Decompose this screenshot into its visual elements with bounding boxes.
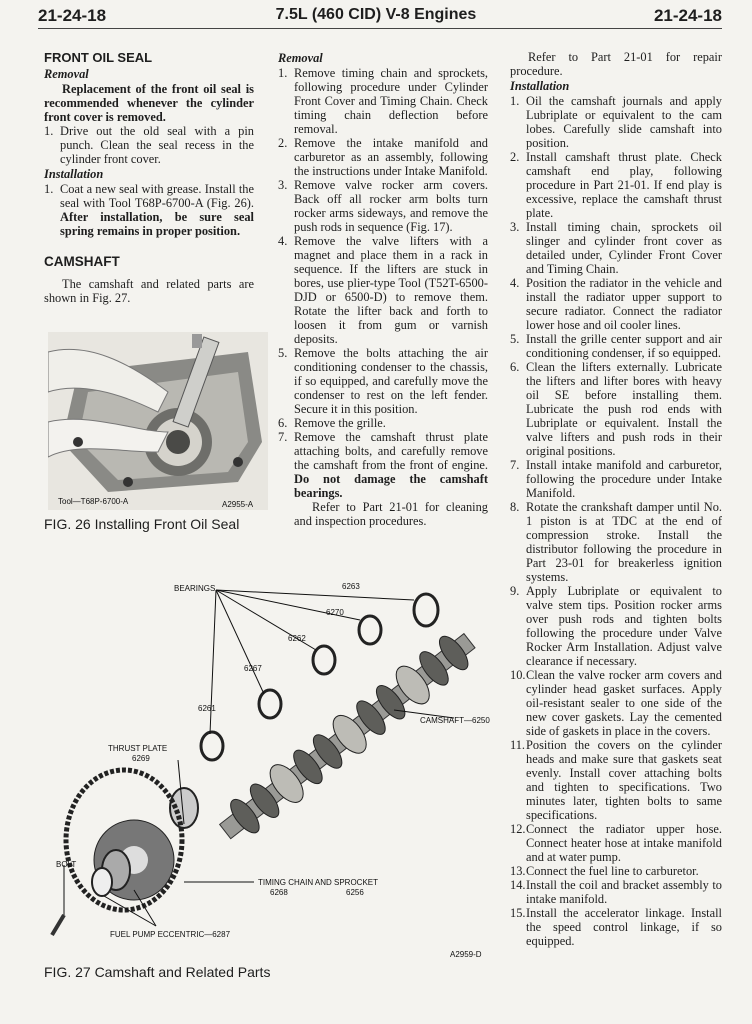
list-item: 14. Install the coil and bracket assembly to intake manifold.: [510, 878, 722, 906]
list-item: 10. Clean the valve rocker arm covers and cylinder head gasket surfaces. Apply oil-resistant sealer to one side of the new cover gaskets. Lay the cemented side of gaskets in place in the covers.: [510, 668, 722, 738]
refer-cleaning: Refer to Part 21-01 for cleaning and inspection procedures.: [294, 500, 488, 528]
removal-steps: [44, 124, 254, 166]
camshaft-install-steps: [510, 94, 722, 948]
label-6261: 6261: [198, 704, 216, 713]
label-bearings: BEARINGS: [174, 584, 216, 593]
list-item: 4. Position the radiator in the vehicle and install the radiator upper support to secure radiator. Connect the radiator lower hose and oil cooler lines.: [510, 276, 722, 332]
label-fuel-pump-eccentric: FUEL PUMP ECCENTRIC—6287: [110, 930, 231, 939]
list-item: 3. Remove valve rocker arm covers. Back off all rocker arm bolts turn rocker arms sideways, and remove the push rods in sequence (Fig. 17).: [278, 178, 488, 234]
list-item: 2. Remove the intake manifold and carburetor as an assembly, following the instructions under Intake Manifold.: [278, 136, 488, 178]
camshaft-intro: The camshaft and related parts are shown in Fig. 27.: [44, 277, 254, 305]
list-item: 8. Rotate the crankshaft damper until No. 1 piston is at TDC at the end of compression stroke. Install the distributor following the procedure in Part 23-01 for breakerless ignition systems.: [510, 500, 722, 584]
removal-heading: Removal: [278, 51, 323, 65]
list-item: 9. Apply Lubriplate or equivalent to valve stem tips. Position rocker arms over push rods and tighten bolts following the procedure under Valve Rocker Arm Installation. Adjust valve clearance if necessary.: [510, 584, 722, 668]
label-6269: 6269: [132, 754, 150, 763]
figure-26-caption: FIG. 26 Installing Front Oil Seal: [44, 516, 240, 532]
install-steps: [44, 182, 254, 238]
label-timing-chain: TIMING CHAIN AND SPROCKET: [258, 878, 379, 887]
section-title-camshaft: CAMSHAFT: [44, 254, 120, 269]
list-item: 3. Install timing chain, sprockets oil slinger and cylinder front cover as detailed under, Cylinder Front Cover and Timing Chain.: [510, 220, 722, 276]
column-1: [44, 50, 254, 305]
label-6270: 6270: [326, 608, 344, 617]
list-item: 1. Remove timing chain and sprockets, following procedure under Cylinder Front Cover and Timing Chain. Check timing chain deflection before removal.: [278, 66, 488, 136]
list-item: 4. Remove the valve lifters with a magnet and place them in a rack in sequence. If the lifters are stuck in bores, use plier-type Tool (T52T-6500-DJD or 6500-D) to remove them. Rotate the lifter back and forth to loosen it from gum or varnish deposits.: [278, 234, 488, 346]
camshaft-removal-steps: [278, 66, 488, 500]
figure-code: A2955-A: [222, 500, 254, 509]
installation-heading: Installation: [44, 167, 104, 181]
label-6267: 6267: [244, 664, 262, 673]
label-camshaft: CAMSHAFT—6250: [420, 716, 490, 725]
label-thrust-plate: THRUST PLATE: [108, 744, 168, 753]
label-bolt: BOLT: [56, 860, 77, 869]
refer-repair: Refer to Part 21-01 for repair procedure.: [510, 50, 722, 78]
list-item: 5. Remove the bolts attaching the air conditioning condenser to the chassis, if so equipped, and carefully move the condenser to rest on the left fender. Secure it in this position.: [278, 346, 488, 416]
label-6268: 6268: [270, 888, 288, 897]
list-item: 13. Connect the fuel line to carburetor.: [510, 864, 699, 878]
figure-code: A2959-D: [450, 950, 482, 959]
page-header: [0, 0, 752, 30]
section-title-front-oil-seal: FRONT OIL SEAL: [44, 50, 153, 65]
list-item: 15. Install the accelerator linkage. Install the speed control linkage, if so equipped.: [510, 906, 722, 948]
header-rule: [38, 28, 722, 29]
page-number-right: 21-24-18: [653, 6, 722, 25]
installation-heading: Installation: [510, 79, 570, 93]
column-3: [510, 50, 722, 948]
camshaft: [212, 623, 483, 849]
camshaft-exploded-diagram: [44, 570, 504, 960]
list-item: 12. Connect the radiator upper hose. Connect heater hose at intake manifold and at water pump.: [510, 822, 722, 864]
running-title: 7.5L (460 CID) V-8 Engines: [275, 6, 477, 23]
label-6262: 6262: [288, 634, 306, 643]
removal-heading: Removal: [44, 67, 89, 81]
list-item: 7. Remove the camshaft thrust plate attaching bolts, and carefully remove the camshaft from the front of engine. Do not damage the camshaft bearings.: [278, 430, 488, 500]
tool-label: Tool—T68P-6700-A: [58, 497, 129, 506]
list-item: 7. Install intake manifold and carburetor, following the procedure under Intake Manifold.: [510, 458, 722, 500]
list-item: 11. Position the covers on the cylinder heads and make sure that gaskets seat evenly. Install cover attaching bolts and tighten to specifications. Two minutes later, tighten bolts to same specifications.: [510, 738, 722, 822]
list-item: 6. Remove the grille.: [278, 416, 386, 430]
list-item: 6. Clean the lifters externally. Lubricate the lifters and lifter bores with heavy oil SE before installing them. Lubricate the push rod ends with Lubriplate or equivalent. Install the valve lifters and push rods in their original positions.: [510, 360, 722, 458]
list-item: 1. Drive out the old seal with a pin punch. Clean the seal recess in the cylinder front cover.: [44, 124, 254, 166]
page-number-left: 21-24-18: [38, 6, 107, 25]
label-6263: 6263: [342, 582, 360, 591]
figure-27-caption: FIG. 27 Camshaft and Related Parts: [44, 964, 271, 980]
list-item: 1. Oil the camshaft journals and apply Lubriplate or equivalent to the cam lobes. Carefully slide camshaft into position.: [510, 94, 722, 150]
timing-chain: [66, 770, 182, 910]
column-2: [278, 50, 488, 528]
list-item: 2. Install camshaft thrust plate. Check camshaft end play, following procedure in Part 21-01. If end play is excessive, replace the camshaft thrust plate.: [510, 150, 722, 220]
list-item: 5. Install the grille center support and air conditioning condenser, if so equipped.: [510, 332, 722, 360]
front-oil-seal-illustration: [48, 332, 268, 510]
label-6256: 6256: [346, 888, 364, 897]
removal-note: Replacement of the front oil seal is recommended whenever the cylinder front cover is removed.: [44, 82, 254, 124]
list-item: 1. Coat a new seal with grease. Install the seal with Tool T68P-6700-A (Fig. 26). After installation, be sure seal spring remains in proper position.: [44, 182, 254, 238]
